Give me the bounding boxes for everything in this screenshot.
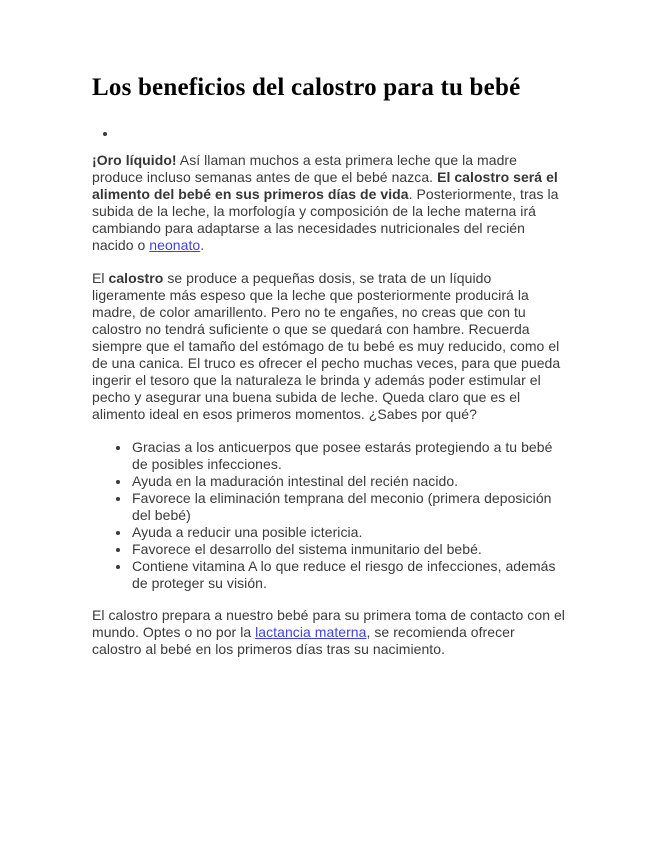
benefit-list-item: • Favorece la eliminación temprana del meconio (primera deposición del bebé) xyxy=(131,490,567,524)
benefit-list-item: • Ayuda en la maduración intestinal del recién nacido. xyxy=(131,473,567,490)
page-title: Los beneficios del calostro para tu bebé xyxy=(92,74,521,101)
paragraph-intro xyxy=(92,152,567,254)
empty-bullet-list xyxy=(92,125,567,142)
paragraph-calostro xyxy=(92,270,567,423)
text-run: El calostro prepara a nuestro bebé para su primera toma de contacto con el mundo. Optes o no por la xyxy=(92,607,565,640)
empty-bullet-item xyxy=(118,125,567,142)
lactancia-materna-link[interactable]: lactancia materna xyxy=(255,624,367,640)
text-run: Así llaman muchos a esta primera leche que la madre produce incluso semanas antes de que el bebé nazca. xyxy=(92,152,517,185)
text-run: . xyxy=(200,237,205,253)
bold-text-run: ¡Oro líquido! xyxy=(92,152,177,168)
benefit-list-item: • Gracias a los anticuerpos que posee estarás protegiendo a tu bebé de posibles infecciones. xyxy=(131,439,567,473)
benefit-list-item: • Favorece el desarrollo del sistema inmunitario del bebé. xyxy=(131,541,567,558)
neonato-link[interactable]: neonato xyxy=(149,237,201,253)
text-run: , se recomienda ofrecer calostro al bebé en los primeros días tras su nacimiento. xyxy=(92,624,515,657)
bold-text-run: calostro xyxy=(108,270,164,286)
benefits-list xyxy=(92,439,567,592)
paragraph-closing xyxy=(92,607,567,658)
benefit-list-item: • Ayuda a reducir una posible ictericia. xyxy=(131,524,567,541)
text-run: El xyxy=(92,270,109,286)
benefit-list-item: • Contiene vitamina A lo que reduce el riesgo de infecciones, además de proteger su visión. xyxy=(131,558,567,592)
text-run: se produce a pequeñas dosis, se trata de un líquido ligeramente más espeso que la leche que posteriormente producirá la madre, de color amarillento. Pero no te engañes, no creas que con tu calostro no tendrá suficiente o que se quedará con hambre. Recuerda siempre que el tamaño del estómago de tu bebé es muy reducido, como el de una canica. El truco es ofrecer el pecho muchas veces, para que pueda ingerir el tesoro que la naturaleza le brinda y además poder estimular el pecho y asegurar una buena subida de leche. Queda claro que es el alimento ideal en esos primeros momentos. ¿Sabes por qué? xyxy=(92,270,561,422)
bold-text-run: El calostro será el alimento del bebé en sus primeros días de vida xyxy=(92,169,558,202)
text-run: . Posteriormente, tras la subida de la leche, la morfología y composición de la leche materna irá cambiando para adaptarse a las necesidades nutricionales del recién nacido o xyxy=(92,186,559,253)
